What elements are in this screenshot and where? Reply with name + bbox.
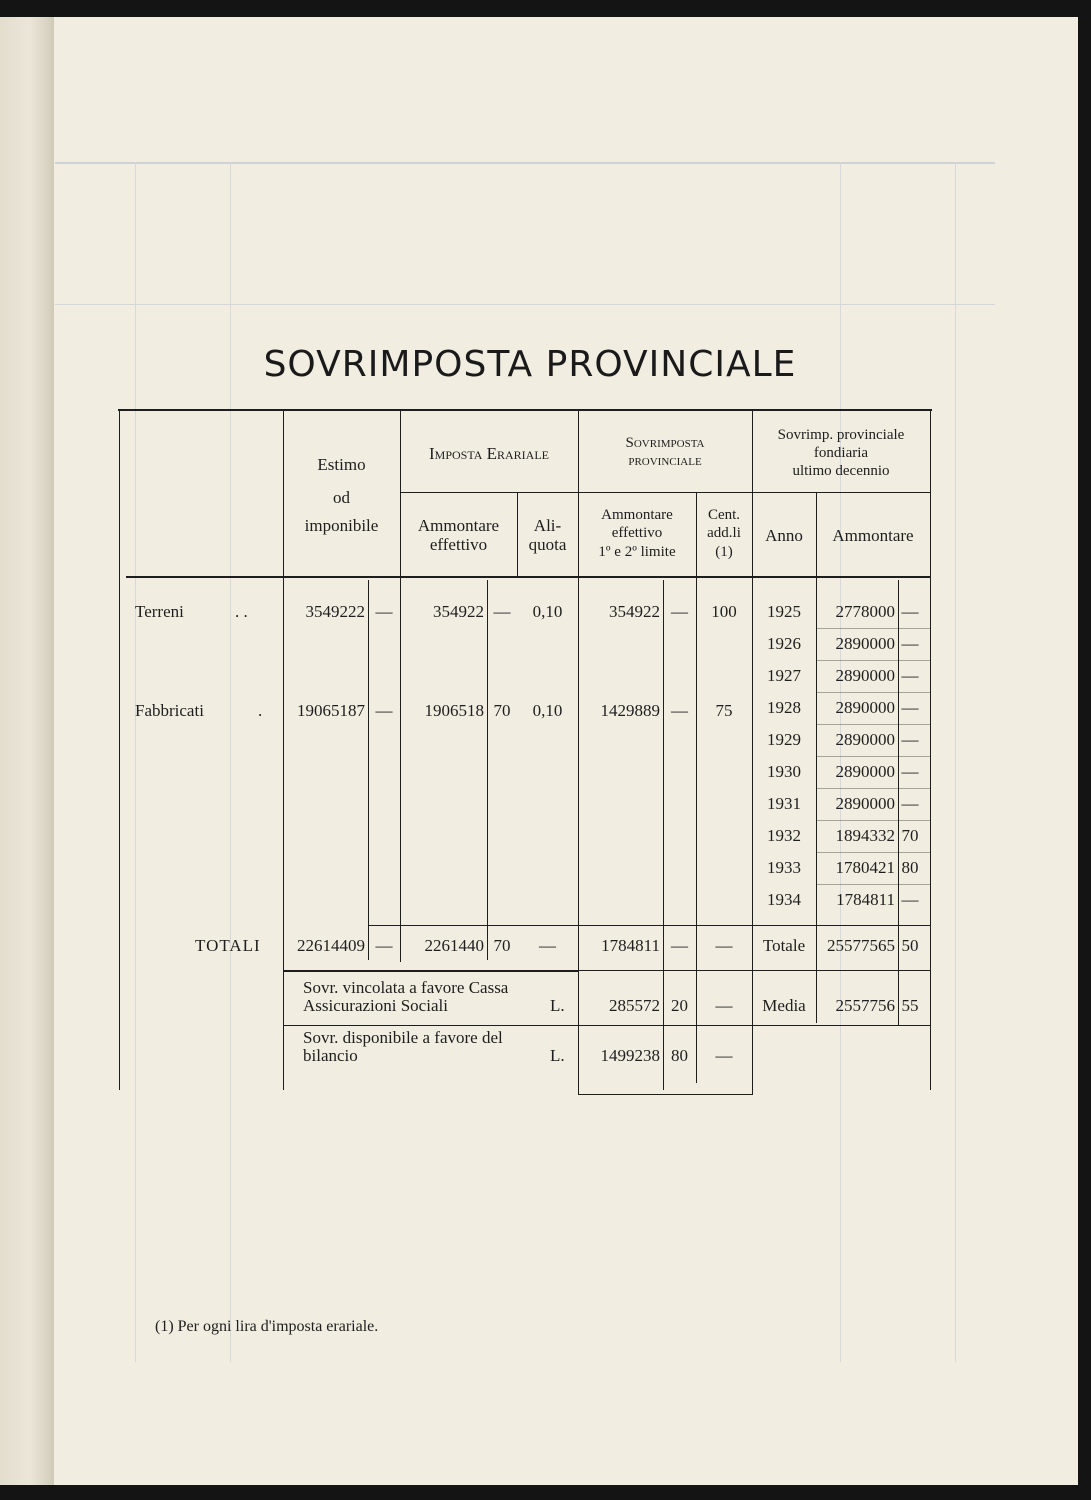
header-sovrimp-fondiaria: fondiaria — [813, 445, 869, 461]
cell-cent: 100 — [711, 602, 737, 621]
disponibile-value: 1499238 — [600, 1046, 660, 1065]
header-ammontare-effettivo: effettivo — [429, 535, 488, 554]
vincolata-bottom-rule — [578, 1025, 752, 1026]
bleed-through-rule — [955, 162, 956, 1362]
totals-cent: — — [715, 936, 733, 955]
decennio-row-rule — [816, 852, 930, 853]
bleed-through-rule — [135, 162, 136, 1362]
header-sovrimp-fondiaria: Sovrimp. provinciale — [777, 427, 905, 443]
disponibile-unit: L. — [550, 1046, 565, 1065]
cell-estimo-dec: — — [375, 701, 393, 720]
vincolata-text: Assicurazioni Sociali — [303, 996, 448, 1015]
totals-bottom-rule — [283, 970, 578, 972]
header-ammontare: Ammontare — [832, 526, 914, 545]
cell-cent: 75 — [715, 701, 733, 720]
cell-sovr: 1429889 — [600, 701, 660, 720]
decennio-dec: — — [901, 762, 919, 781]
decennio-row-rule — [816, 692, 930, 693]
disponibile-cent: — — [715, 1046, 733, 1065]
header-cent-addli: Cent. — [707, 507, 741, 523]
bleed-through-header — [55, 162, 995, 305]
decennio-anno: 1929 — [767, 730, 801, 749]
table-right-rule — [930, 410, 931, 1090]
totals-imposta: 2261440 — [424, 936, 484, 955]
vincolata-value: 285572 — [609, 996, 660, 1015]
vincolata-unit: L. — [550, 996, 565, 1015]
totals-estimo: 22614409 — [297, 936, 365, 955]
decimal-rule — [368, 580, 369, 960]
col-rule — [283, 410, 284, 1090]
decennio-media-label: Media — [762, 996, 806, 1015]
disponibile-dec: 80 — [671, 1046, 688, 1065]
decennio-anno: 1926 — [767, 634, 801, 653]
row-dots: . — [258, 701, 263, 720]
cell-imposta: 354922 — [433, 602, 484, 621]
disponibile-bottom-rule — [578, 1094, 752, 1095]
document-page — [0, 17, 1078, 1485]
vincolata-text: Sovr. vincolata a favore Cassa — [303, 978, 509, 997]
decennio-anno: 1932 — [767, 826, 801, 845]
decennio-ammontare: 2890000 — [835, 794, 895, 813]
decennio-anno: 1931 — [767, 794, 801, 813]
decennio-row-rule — [816, 660, 930, 661]
totals-bottom-rule — [752, 970, 930, 971]
decennio-row-rule — [816, 628, 930, 629]
cell-imposta: 1906518 — [424, 701, 484, 720]
totals-aliquota: — — [539, 936, 556, 955]
decennio-dec: — — [901, 666, 919, 685]
table-top-rule — [118, 409, 932, 411]
cell-aliquota: 0,10 — [532, 701, 563, 720]
cell-estimo-dec: — — [375, 602, 393, 621]
cell-sovr-dec: — — [671, 602, 688, 621]
decennio-ammontare: 1780421 — [835, 858, 895, 877]
header-aliquota: quota — [528, 535, 567, 554]
header-rule — [578, 492, 752, 493]
header-cent-addli: (1) — [715, 544, 733, 560]
header-estimo: imponibile — [304, 516, 379, 535]
decennio-dec: — — [901, 602, 919, 621]
header-sovrimp-fondiaria: ultimo decennio — [792, 463, 890, 479]
row-label-fabbricati: Fabbricati — [135, 701, 204, 720]
decennio-row-rule — [816, 884, 930, 885]
col-rule — [816, 493, 817, 1023]
header-rule — [400, 492, 578, 493]
decennio-row-rule — [816, 724, 930, 725]
cell-aliquota: 0,10 — [532, 602, 563, 621]
vincolata-bottom-rule — [283, 1025, 578, 1026]
header-ammontare-limite: effettivo — [611, 525, 663, 541]
decennio-dec: — — [901, 794, 919, 813]
header-rule — [752, 492, 930, 493]
decennio-ammontare: 1784811 — [836, 890, 895, 909]
vincolata-dec: 20 — [671, 996, 688, 1015]
decennio-anno: 1930 — [767, 762, 801, 781]
decennio-ammontare: 2890000 — [835, 634, 895, 653]
cell-sovr: 354922 — [609, 602, 660, 621]
disponibile-text: Sovr. disponibile a favore del — [303, 1028, 503, 1047]
col-rule — [696, 493, 697, 1083]
col-rule — [752, 410, 753, 1095]
cell-sovr-dec: — — [671, 701, 688, 720]
decennio-dec: — — [901, 730, 919, 749]
header-estimo: od — [333, 488, 350, 507]
decennio-ammontare: 2890000 — [835, 730, 895, 749]
row-dots: . . — [235, 602, 248, 621]
decennio-ammontare: 2890000 — [835, 762, 895, 781]
decennio-ammontare: 2778000 — [835, 602, 895, 621]
header-anno: Anno — [765, 526, 803, 545]
totals-bottom-rule — [578, 970, 752, 971]
decennio-dec: 80 — [901, 858, 919, 877]
header-aliquota: Ali- — [533, 516, 562, 535]
totals-top-rule — [368, 925, 930, 926]
decennio-totale-value: 25577565 — [827, 936, 895, 955]
header-ammontare-limite: 1º e 2º limite — [598, 544, 676, 560]
disponibile-text: bilancio — [303, 1046, 358, 1065]
header-bottom-rule — [126, 576, 930, 578]
header-sovrimposta-provinciale: provinciale — [628, 453, 702, 469]
totals-imposta-dec: 70 — [493, 936, 511, 955]
decennio-ammontare: 1894332 — [835, 826, 895, 845]
decennio-ammontare: 2890000 — [835, 698, 895, 717]
totals-sovr-dec: — — [671, 936, 688, 955]
cell-estimo: 19065187 — [297, 701, 365, 720]
decennio-totale-dec: 50 — [901, 936, 919, 955]
page-binding — [0, 17, 54, 1485]
decennio-anno: 1933 — [767, 858, 801, 877]
decennio-anno: 1934 — [767, 890, 801, 909]
decennio-dec: — — [901, 890, 919, 909]
bleed-through-rule — [230, 162, 231, 1362]
totals-sovr: 1784811 — [601, 936, 660, 955]
col-rule — [400, 578, 401, 962]
decennio-dec: 70 — [901, 826, 919, 845]
decennio-anno: 1928 — [767, 698, 801, 717]
header-ammontare-limite: Ammontare — [601, 507, 673, 523]
header-cent-addli: add.li — [707, 525, 741, 541]
decennio-row-rule — [816, 756, 930, 757]
decennio-totale-label: Totale — [762, 936, 806, 955]
media-bottom-rule — [752, 1025, 930, 1026]
decennio-dec: — — [901, 698, 919, 717]
decennio-anno: 1927 — [767, 666, 801, 685]
decimal-rule — [487, 580, 488, 960]
decennio-ammontare: 2890000 — [835, 666, 895, 685]
vincolata-cent: — — [715, 996, 733, 1015]
decennio-row-rule — [816, 820, 930, 821]
decennio-media-dec: 55 — [901, 996, 919, 1015]
totals-label: TOTALI — [195, 936, 261, 955]
header-imposta-erariale: Imposta Erariale — [428, 444, 549, 463]
header-estimo: Estimo — [317, 455, 366, 474]
decennio-dec: — — [901, 634, 919, 653]
cell-estimo: 3549222 — [305, 602, 365, 621]
totals-estimo-dec: — — [375, 936, 393, 955]
cell-imposta-dec: — — [493, 602, 511, 621]
row-label-terreni: Terreni — [135, 602, 184, 621]
decennio-anno: 1925 — [767, 602, 801, 621]
table-left-rule — [119, 410, 120, 1090]
header-ammontare-effettivo: Ammontare — [417, 516, 500, 535]
decennio-media-value: 2557756 — [835, 996, 895, 1015]
cell-imposta-dec: 70 — [493, 701, 511, 720]
header-sovrimposta-provinciale: Sovrimposta — [625, 435, 705, 451]
footnote: (1) Per ogni lira d'imposta erariale. — [155, 1318, 379, 1335]
decennio-row-rule — [816, 788, 930, 789]
page-title: SOVRIMPOSTA PROVINCIALE — [263, 344, 797, 385]
